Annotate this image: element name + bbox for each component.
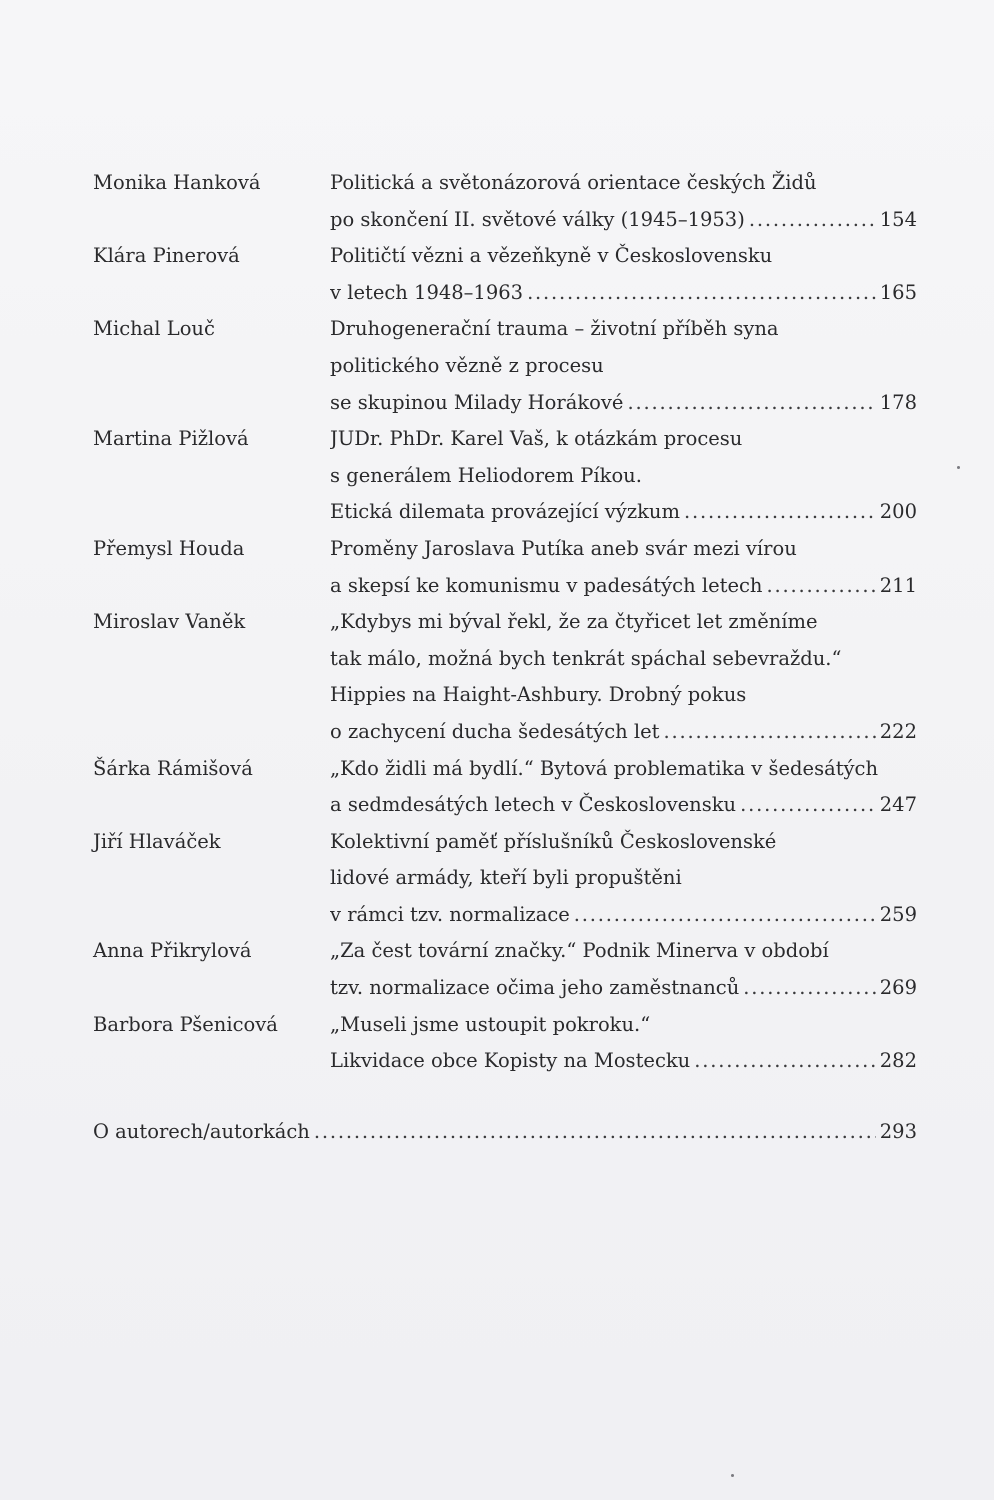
toc-entry-title-line bbox=[330, 568, 917, 605]
toc-entry-title-text: Druhogenerační trauma – životní příběh syna bbox=[330, 317, 779, 341]
toc-entry-title-line bbox=[330, 933, 917, 970]
dot-leader bbox=[314, 1114, 876, 1151]
toc-entry-title-text: v rámci tzv. normalizace bbox=[330, 902, 570, 926]
dot-leader bbox=[740, 787, 876, 824]
toc-entry bbox=[93, 311, 917, 421]
toc-entry-title-line bbox=[330, 1007, 917, 1044]
paper-speck bbox=[957, 466, 960, 469]
toc-entry bbox=[93, 933, 917, 1006]
toc-entry bbox=[93, 824, 917, 934]
toc-entry-title-text: Politická a světonázorová orientace českých Židů bbox=[330, 171, 817, 194]
toc-entry-title-lines bbox=[330, 421, 917, 531]
toc-entry-title-line bbox=[330, 677, 917, 714]
toc-entry-title-line bbox=[330, 385, 917, 422]
toc-entry-author: Klára Pinerová bbox=[93, 244, 240, 268]
toc-entry-title-text: lidové armády, kteří byli propuštěni bbox=[330, 866, 682, 890]
toc-entry-title-text: tak málo, možná bych tenkrát spáchal sebevraždu.“ bbox=[330, 646, 842, 670]
toc-entry-title-lines bbox=[330, 531, 917, 604]
toc-footer-title: O autorech/autorkách bbox=[93, 1119, 310, 1143]
toc-entry-title-text: a skepsí ke komunismu v padesátých letech bbox=[330, 573, 763, 597]
toc-entry-title-line bbox=[330, 458, 917, 495]
toc-entry-title-line bbox=[330, 275, 917, 312]
toc-entry-title-text: JUDr. PhDr. Karel Vaš, k otázkám procesu bbox=[330, 427, 743, 451]
toc-entry-title-lines bbox=[330, 311, 917, 421]
toc-entry bbox=[93, 238, 917, 311]
toc-entry-title-text: Političtí vězni a vězeňkyně v Československu bbox=[330, 244, 773, 268]
toc-entry-title-lines bbox=[330, 604, 917, 750]
dot-leader bbox=[694, 1043, 876, 1080]
toc-entry bbox=[93, 165, 917, 238]
toc-entry-title-text: v letech 1948–1963 bbox=[330, 280, 524, 304]
toc-entry-title-text: se skupinou Milady Horákové bbox=[330, 390, 624, 414]
toc-entry-title-text: a sedmdesátých letech v Československu bbox=[330, 793, 737, 817]
toc-entry-title-line bbox=[330, 531, 917, 568]
toc-entry-title-text: „Museli jsme ustoupit pokroku.“ bbox=[330, 1012, 651, 1036]
dot-leader bbox=[743, 970, 875, 1007]
toc-entry-title-line bbox=[330, 202, 917, 239]
toc-entry-title-text: Likvidace obce Kopisty na Mostecku bbox=[330, 1049, 691, 1073]
toc-entry-title-text: politického vězně z procesu bbox=[330, 353, 604, 377]
toc-entry bbox=[93, 751, 917, 824]
toc-entry-title-lines bbox=[330, 751, 917, 824]
dot-leader bbox=[574, 897, 876, 934]
toc-entry-title-line bbox=[330, 970, 917, 1007]
toc-entry-title-line bbox=[330, 238, 917, 275]
dot-leader bbox=[684, 494, 876, 531]
dot-leader bbox=[749, 202, 876, 239]
toc-entry-title-line bbox=[330, 494, 917, 531]
toc-entry-title-text: tzv. normalizace očima jeho zaměstnanců bbox=[330, 976, 740, 1000]
toc-entry-title-text: Hippies na Haight-Ashbury. Drobný pokus bbox=[330, 683, 747, 707]
toc-entry-author: Martina Pižlová bbox=[93, 427, 249, 451]
toc-entry-author: Monika Hanková bbox=[93, 171, 261, 194]
toc-entry-title-lines bbox=[330, 238, 917, 311]
toc-entry-page-number: 282 bbox=[879, 1049, 917, 1073]
toc-entry-title-line bbox=[330, 824, 917, 861]
toc-entry-author: Anna Přikrylová bbox=[93, 939, 252, 963]
toc-entry-title-text: po skončení II. světové války (1945–1953) bbox=[330, 207, 745, 231]
toc-footer-entry bbox=[93, 1114, 917, 1151]
toc-entry-author: Přemysl Houda bbox=[93, 536, 245, 560]
toc-entry-author: Šárka Rámišová bbox=[93, 756, 253, 780]
toc-entry bbox=[93, 1007, 917, 1080]
toc-entry-title-text: Kolektivní paměť příslušníků Československé bbox=[330, 829, 777, 853]
toc-entry bbox=[93, 421, 917, 531]
toc-entry-title-line bbox=[330, 897, 917, 934]
toc-entry-page-number: 222 bbox=[879, 719, 917, 743]
toc-entries bbox=[93, 165, 917, 1080]
toc-entry-author: Jiří Hlaváček bbox=[93, 829, 221, 853]
toc-entry-page-number: 178 bbox=[879, 390, 917, 414]
dot-leader bbox=[663, 714, 875, 751]
table-of-contents bbox=[93, 165, 917, 1150]
toc-entry-author: Michal Louč bbox=[93, 317, 215, 341]
toc-entry-title-lines bbox=[330, 933, 917, 1006]
dot-leader bbox=[766, 568, 875, 605]
toc-entry-title-line bbox=[330, 311, 917, 348]
toc-entry-title-line bbox=[330, 641, 917, 678]
toc-entry bbox=[93, 531, 917, 604]
toc-footer-page-number: 293 bbox=[879, 1119, 917, 1143]
toc-entry-title-line bbox=[330, 604, 917, 641]
toc-entry-title-text: Etická dilemata provázející výzkum bbox=[330, 500, 680, 524]
toc-entry-title-line bbox=[330, 1043, 917, 1080]
toc-entry-title-lines bbox=[330, 1007, 917, 1080]
dot-leader bbox=[527, 275, 876, 312]
dot-leader bbox=[627, 385, 875, 422]
toc-entry-title-text: „Kdo židli má bydlí.“ Bytová problematika v šedesátých bbox=[330, 756, 879, 780]
toc-entry-title-text: Proměny Jaroslava Putíka aneb svár mezi vírou bbox=[330, 536, 797, 560]
toc-entry-page-number: 211 bbox=[879, 573, 917, 597]
toc-entry-page-number: 154 bbox=[879, 207, 917, 231]
toc-entry-author: Miroslav Vaněk bbox=[93, 610, 246, 634]
toc-entry-title-line bbox=[330, 714, 917, 751]
toc-entry-title-line bbox=[330, 348, 917, 385]
toc-entry-title-line bbox=[330, 860, 917, 897]
toc-entry bbox=[93, 604, 917, 750]
toc-entry-author: Barbora Pšenicová bbox=[93, 1012, 278, 1036]
toc-entry-title-lines bbox=[330, 165, 917, 238]
toc-entry-title-text: o zachycení ducha šedesátých let bbox=[330, 719, 660, 743]
toc-entry-page-number: 165 bbox=[879, 280, 917, 304]
toc-entry-title-text: „Za čest tovární značky.“ Podnik Minerva v období bbox=[330, 939, 829, 963]
toc-entry-title-text: „Kdybys mi býval řekl, že za čtyřicet let změníme bbox=[330, 610, 818, 634]
toc-entry-title-line bbox=[330, 751, 917, 788]
toc-entry-page-number: 247 bbox=[879, 793, 917, 817]
toc-entry-title-lines bbox=[330, 824, 917, 934]
toc-entry-title-line bbox=[330, 787, 917, 824]
toc-entry-title-line bbox=[330, 421, 917, 458]
paper-speck bbox=[731, 1474, 734, 1477]
toc-entry-title-text: s generálem Heliodorem Píkou. bbox=[330, 463, 642, 487]
toc-entry-page-number: 259 bbox=[879, 902, 917, 926]
toc-entry-page-number: 200 bbox=[879, 500, 917, 524]
toc-entry-page-number: 269 bbox=[879, 976, 917, 1000]
toc-entry-title-line bbox=[330, 165, 917, 202]
